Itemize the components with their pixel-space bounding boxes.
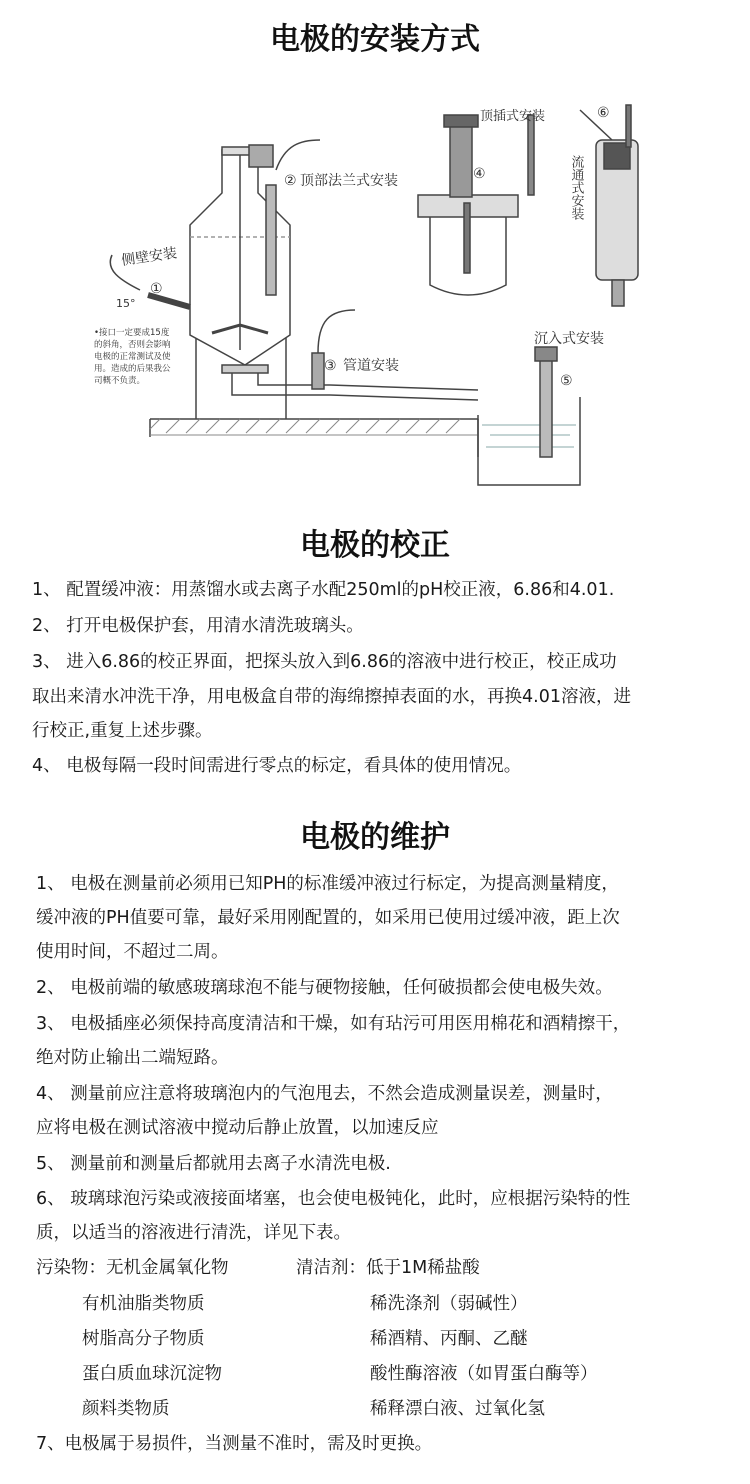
calibration-line-6: 4、 电极每隔一段时间需进行零点的标定，看具体的使用情况。 <box>32 756 522 776</box>
table-head-pollutant: 污染物：无机金属氧化物 <box>36 1258 229 1278</box>
maintenance-last-line: 7、电极属于易损件，当测量不准时，需及时更换。 <box>36 1434 433 1454</box>
install-note <box>94 327 171 386</box>
table-row-cleaner: 稀洗涤剂（弱碱性） <box>370 1294 528 1314</box>
maintenance-title: 电极的维护 <box>300 820 450 855</box>
calibration-line-3: 3、 进入6.86的校正界面，把探头放入到6.86的溶液中进行校正，校正成功 <box>32 652 617 672</box>
number-1: ① <box>150 281 163 297</box>
table-row-pollutant: 蛋白质血球沉淀物 <box>82 1364 222 1384</box>
number-5: ⑤ <box>560 373 573 389</box>
maintenance-line-7: 4、 测量前应注意将玻璃泡内的气泡甩去，不然会造成测量误差，测量时， <box>36 1084 613 1104</box>
calibration-line-1: 1、 配置缓冲液：用蒸馏水或去离子水配250ml的pH校正液，6.86和4.01. <box>32 580 615 600</box>
installation-diagram <box>0 85 750 495</box>
maintenance-line-5: 3、 电极插座必须保持高度清洁和干燥，如有玷污可用医用棉花和酒精擦干， <box>36 1014 631 1034</box>
table-row-pollutant: 有机油脂类物质 <box>82 1294 205 1314</box>
table-row-pollutant: 树脂高分子物质 <box>82 1329 205 1349</box>
number-2: ② <box>284 173 297 189</box>
maintenance-line-4: 2、 电极前端的敏感玻璃球泡不能与硬物接触，任何破损都会使电极失效。 <box>36 978 613 998</box>
table-row-cleaner: 稀酒精、丙酮、乙醚 <box>370 1329 528 1349</box>
table-row-cleaner: 酸性酶溶液（如胃蛋白酶等） <box>370 1364 598 1384</box>
table-row-pollutant: 颜料类物质 <box>82 1399 170 1419</box>
svg-text:司概不负责。: 司概不负责。 <box>94 376 146 386</box>
svg-text:•接口一定要成15度: •接口一定要成15度 <box>94 328 170 338</box>
calibration-title: 电极的校正 <box>300 528 450 563</box>
maintenance-line-2: 缓冲液的PH值要可靠，最好采用刚配置的，如采用已使用过缓冲液，距上次 <box>36 908 620 928</box>
install-title: 电极的安装方式 <box>270 22 480 57</box>
svg-text:用。造成的后果我公: 用。造成的后果我公 <box>94 364 171 374</box>
maintenance-line-8: 应将电极在测试溶液中搅动后静止放置，以加速反应 <box>36 1118 439 1138</box>
table-head-cleaner: 清洁剂：低于1M稀盐酸 <box>296 1258 480 1278</box>
label-pipe: 管道安装 <box>343 358 399 374</box>
calibration-line-5: 行校正,重复上述步骤。 <box>32 721 213 741</box>
label-sink: 沉入式安装 <box>534 331 604 347</box>
number-4: ④ <box>473 166 486 182</box>
label-top-insert: 顶插式安装 <box>480 109 546 124</box>
calibration-line-4: 取出来清水冲洗干净，用电极盒自带的海绵擦掉表面的水，再换4.01溶液，进 <box>32 687 631 707</box>
label-flow: 流通式安装 <box>568 155 584 220</box>
table-row-cleaner: 稀释漂白液、过氧化氢 <box>370 1399 545 1419</box>
svg-text:的斜角，否则会影响: 的斜角，否则会影响 <box>94 340 171 350</box>
maintenance-line-10: 6、 玻璃球泡污染或液接面堵塞，也会使电极钝化，此时，应根据污染特的性 <box>36 1189 631 1209</box>
number-3: ③ <box>324 358 337 374</box>
calibration-line-2: 2、 打开电极保护套，用清水清洗玻璃头。 <box>32 616 364 636</box>
svg-text:电极的正常测试及使: 电极的正常测试及使 <box>94 352 171 362</box>
maintenance-line-3: 使用时间，不超过二周。 <box>36 942 229 962</box>
number-6: ⑥ <box>597 105 610 121</box>
maintenance-line-1: 1、 电极在测量前必须用已知PH的标准缓冲液过行标定，为提高测量精度， <box>36 874 619 894</box>
maintenance-line-11: 质，以适当的溶液进行清洗，详见下表。 <box>36 1223 351 1243</box>
maintenance-line-9: 5、 测量前和测量后都就用去离子水清洗电极. <box>36 1154 391 1174</box>
maintenance-line-6: 绝对防止输出二端短路。 <box>36 1048 229 1068</box>
label-top-flange: 顶部法兰式安装 <box>300 173 398 189</box>
label-side-wall: 侧壁安装 <box>120 245 179 269</box>
angle-label: 15° <box>116 297 136 310</box>
